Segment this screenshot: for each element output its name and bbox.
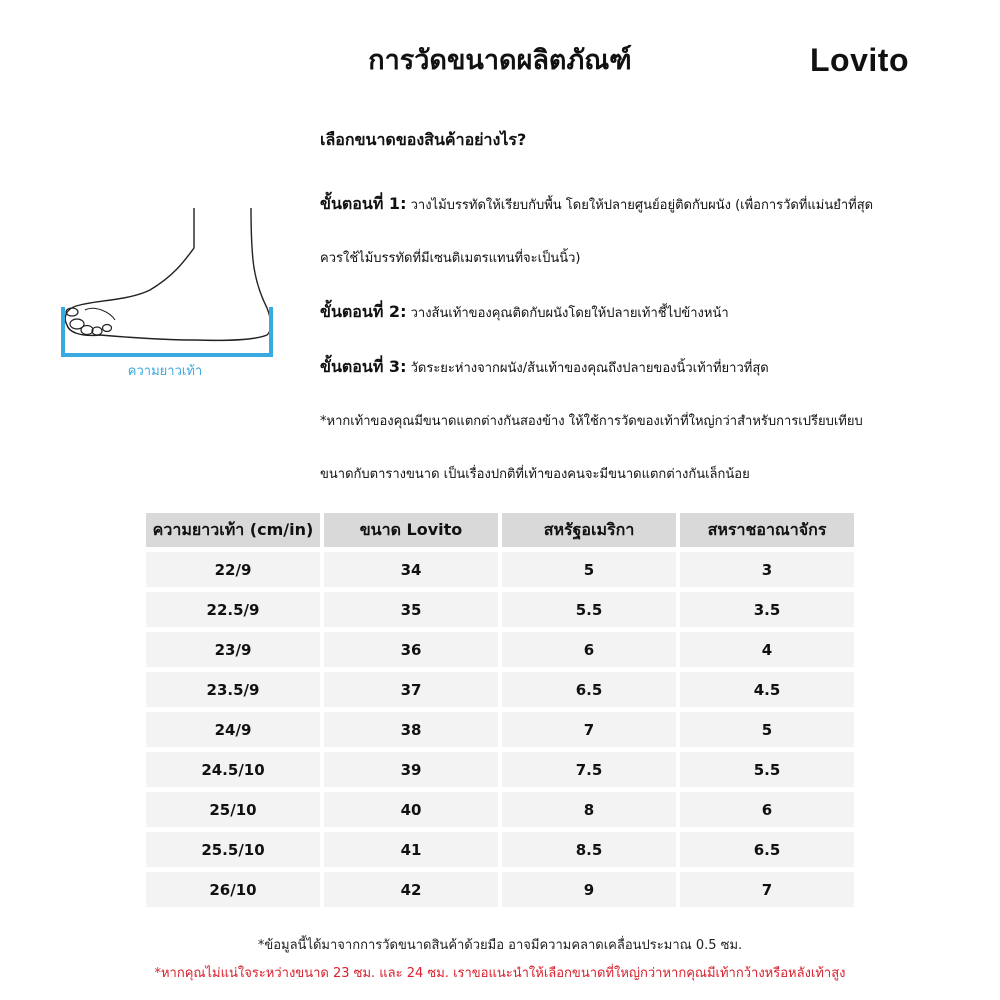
size-table	[142, 508, 858, 912]
footnote-size-advice: *หากคุณไม่แน่ใจระหว่างขนาด 23 ซม. และ 24 ซม. เราขอแนะนำให้เลือกขนาดที่ใหญ่กว่าหากคุณมีเท้ากว้างหรือหลังเท้าสูง	[154, 966, 846, 981]
table-cell: 35	[324, 592, 498, 627]
table-cell: 23/9	[146, 632, 320, 667]
table-cell: 38	[324, 712, 498, 747]
table-cell: 3.5	[680, 592, 854, 627]
table-cell: 4.5	[680, 672, 854, 707]
table-cell: 22/9	[146, 552, 320, 587]
table-cell: 6	[502, 632, 676, 667]
table-cell: 39	[324, 752, 498, 787]
table-row	[146, 832, 854, 867]
table-cell: 3	[680, 552, 854, 587]
table-cell: 4	[680, 632, 854, 667]
table-cell: 24.5/10	[146, 752, 320, 787]
table-cell: 25/10	[146, 792, 320, 827]
table-cell: 24/9	[146, 712, 320, 747]
note-line-1: *หากเท้าของคุณมีขนาดแตกต่างกันสองข้าง ให้ใช้การวัดของเท้าที่ใหญ่กว่าสำหรับการเปรียบเทียบ	[320, 414, 863, 429]
step-2	[320, 285, 960, 340]
table-row	[146, 552, 854, 587]
table-row	[146, 712, 854, 747]
header-us-size: สหรัฐอเมริกา	[502, 513, 676, 547]
table-cell: 34	[324, 552, 498, 587]
step-2-text: วางส้นเท้าของคุณติดกับผนังโดยให้ปลายเท้าชี้ไปข้างหน้า	[406, 306, 729, 321]
table-cell: 5	[502, 552, 676, 587]
table-row	[146, 872, 854, 907]
step-1-label: ขั้นตอนที่ 1:	[320, 194, 407, 213]
header-uk-size: สหราชอาณาจักร	[680, 513, 854, 547]
header-lovito-size: ขนาด Lovito	[324, 513, 498, 547]
instructions-question: เลือกขนาดของสินค้าอย่างไร?	[320, 130, 527, 149]
table-cell: 26/10	[146, 872, 320, 907]
table-cell: 5	[680, 712, 854, 747]
table-cell: 8	[502, 792, 676, 827]
table-cell: 7.5	[502, 752, 676, 787]
table-cell: 5.5	[502, 592, 676, 627]
step-2-label: ขั้นตอนที่ 2:	[320, 302, 407, 321]
step-1-text: วางไม้บรรทัดให้เรียบกับพื้น โดยให้ปลายศูนย์อยู่ติดกับผนัง (เพื่อการวัดที่แม่นยำที่สุด	[406, 198, 874, 213]
table-cell: 7	[680, 872, 854, 907]
table-row	[146, 592, 854, 627]
step-3-label: ขั้นตอนที่ 3:	[320, 357, 407, 376]
page-title: การวัดขนาดผลิตภัณฑ์	[368, 45, 632, 76]
table-cell: 22.5/9	[146, 592, 320, 627]
step-3-text: วัดระยะห่างจากผนัง/ส้นเท้าของคุณถึงปลายของนิ้วเท้าที่ยาวที่สุด	[406, 361, 769, 376]
step-1-continued-text: ควรใช้ไม้บรรทัดที่มีเซนติเมตรแทนที่จะเป็นนิ้ว)	[320, 251, 581, 266]
table-cell: 9	[502, 872, 676, 907]
table-header-row	[146, 513, 854, 547]
footnote-measurement: *ข้อมูลนี้ได้มาจากการวัดขนาดสินค้าด้วยมือ อาจมีความคลาดเคลื่อนประมาณ 0.5 ซม.	[257, 938, 743, 953]
table-cell: 40	[324, 792, 498, 827]
table-row	[146, 672, 854, 707]
step-3	[320, 340, 960, 395]
table-row	[146, 752, 854, 787]
table-row	[146, 632, 854, 667]
table-cell: 5.5	[680, 752, 854, 787]
table-cell: 23.5/9	[146, 672, 320, 707]
table-row	[146, 792, 854, 827]
table-cell: 37	[324, 672, 498, 707]
table-cell: 8.5	[502, 832, 676, 867]
instructions	[320, 125, 960, 501]
note-line-2: ขนาดกับตารางขนาด เป็นเรื่องปกติที่เท้าของคนจะมีขนาดแตกต่างกันเล็กน้อย	[320, 467, 750, 482]
step-1	[320, 177, 960, 232]
foot-length-label: ความยาวเท้า	[127, 364, 203, 379]
table-cell: 6	[680, 792, 854, 827]
header-foot-length: ความยาวเท้า (cm/in)	[146, 513, 320, 547]
step-1-continued	[320, 232, 960, 285]
table-cell: 6.5	[502, 672, 676, 707]
table-cell: 41	[324, 832, 498, 867]
table-cell: 25.5/10	[146, 832, 320, 867]
table-cell: 6.5	[680, 832, 854, 867]
table-cell: 36	[324, 632, 498, 667]
brand-logo: Lovito	[810, 42, 909, 78]
table-cell: 42	[324, 872, 498, 907]
table-cell: 7	[502, 712, 676, 747]
